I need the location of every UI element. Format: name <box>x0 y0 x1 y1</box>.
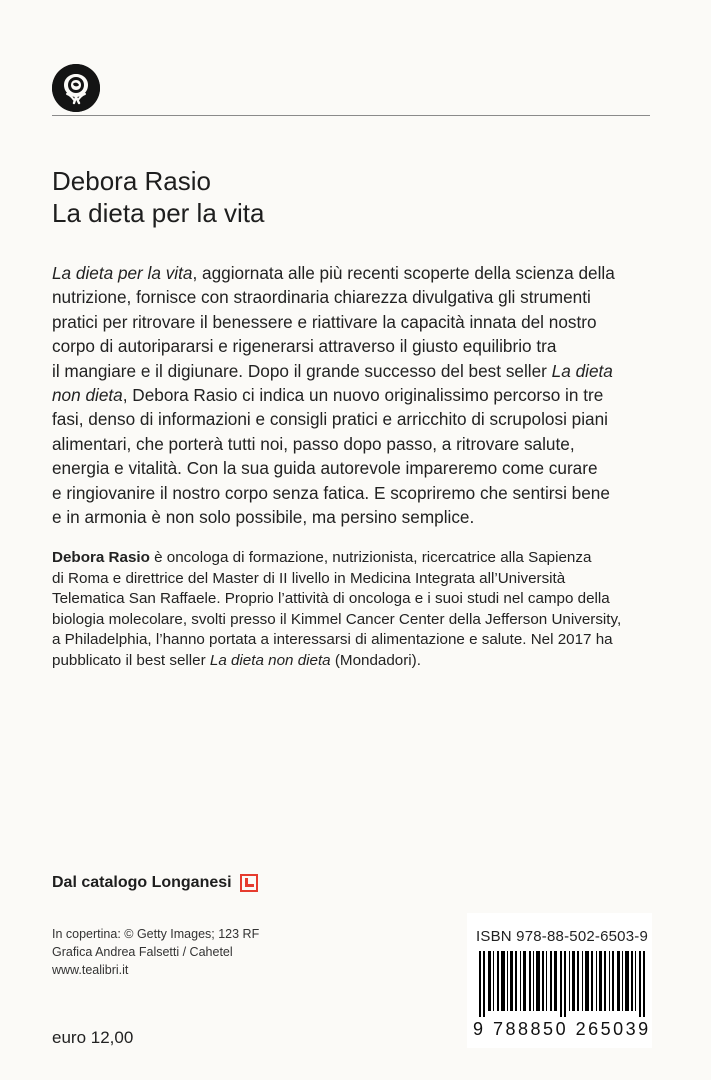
blurb-line: alimentari, che porterà tutti noi, passo dopo passo, a ritrovare salute, <box>52 433 575 454</box>
bio-line: di Roma e direttrice del Master di II livello in Medicina Integrata all’Università <box>52 569 566 587</box>
blurb-line: nutrizione, fornisce con straordinaria chiarezza divulgativa gli strumenti <box>52 287 591 308</box>
bio-line: a Philadelphia, l’hanno portata a interessarsi di alimentazione e salute. Nel 2017 ha <box>52 631 613 649</box>
bio-line: Debora Rasio è oncologa di formazione, nutrizionista, ricercatrice alla Sapienza <box>52 549 592 566</box>
bio-line: Telematica San Raffaele. Proprio l’attività di oncologa e i suoi studi nel campo della <box>52 590 610 608</box>
cover-credit: In copertina: © Getty Images; 123 RF <box>52 927 260 941</box>
catalog-line <box>52 874 258 892</box>
blurb-line: pratici per ritrovare il benessere e riattivare la capacità innata del nostro <box>52 311 597 332</box>
blurb-line: La dieta per la vita, aggiornata alle più recenti scoperte della scienza della <box>52 263 615 283</box>
blurb-line: e ringiovanire il nostro corpo senza fatica. E scopriremo che sentirsi bene <box>52 482 610 503</box>
header-divider <box>52 115 650 116</box>
graphics-credit: Grafica Andrea Falsetti / Cahetel <box>52 945 233 959</box>
bio-line: biologia molecolare, svolti presso il Kimmel Cancer Center della Jefferson University, <box>52 610 622 628</box>
rose-icon <box>52 64 100 112</box>
author-bio <box>52 548 652 672</box>
blurb-line: corpo di autoripararsi e rigenerarsi attraverso il giusto equilibrio tra <box>52 336 557 357</box>
bio-author-name: Debora Rasio <box>52 549 150 566</box>
publisher-logo <box>52 64 100 112</box>
longanesi-logo-icon <box>240 874 258 892</box>
website-url: www.tealibri.it <box>52 963 129 977</box>
price: euro 12,00 <box>52 1028 134 1047</box>
barcode-icon <box>479 951 645 1017</box>
blurb-line: il mangiare e il digiunare. Dopo il grande successo del best seller La dieta <box>52 360 613 381</box>
barcode-number: 9 788850 265039 <box>473 1019 651 1039</box>
catalog-label: Dal catalogo Longanesi <box>52 874 232 891</box>
book-blurb <box>52 261 652 529</box>
blurb-line: non dieta, Debora Rasio ci indica un nuovo originalissimo percorso in tre <box>52 385 604 406</box>
bio-line: pubblicato il best seller La dieta non dieta (Mondadori). <box>52 651 421 669</box>
blurb-line: energia e vitalità. Con la sua guida autorevole impareremo come curare <box>52 458 598 479</box>
blurb-line: e in armonia è non solo possibile, ma persino semplice. <box>52 507 475 528</box>
credits <box>52 925 259 961</box>
book-title: La dieta per la vita <box>52 198 265 228</box>
isbn-label: ISBN 978-88-502-6503-9 <box>476 928 649 945</box>
blurb-line: fasi, denso di informazioni e consigli pratici e arricchito di scrupolosi piani <box>52 409 608 430</box>
book-author: Debora Rasio <box>52 166 211 196</box>
